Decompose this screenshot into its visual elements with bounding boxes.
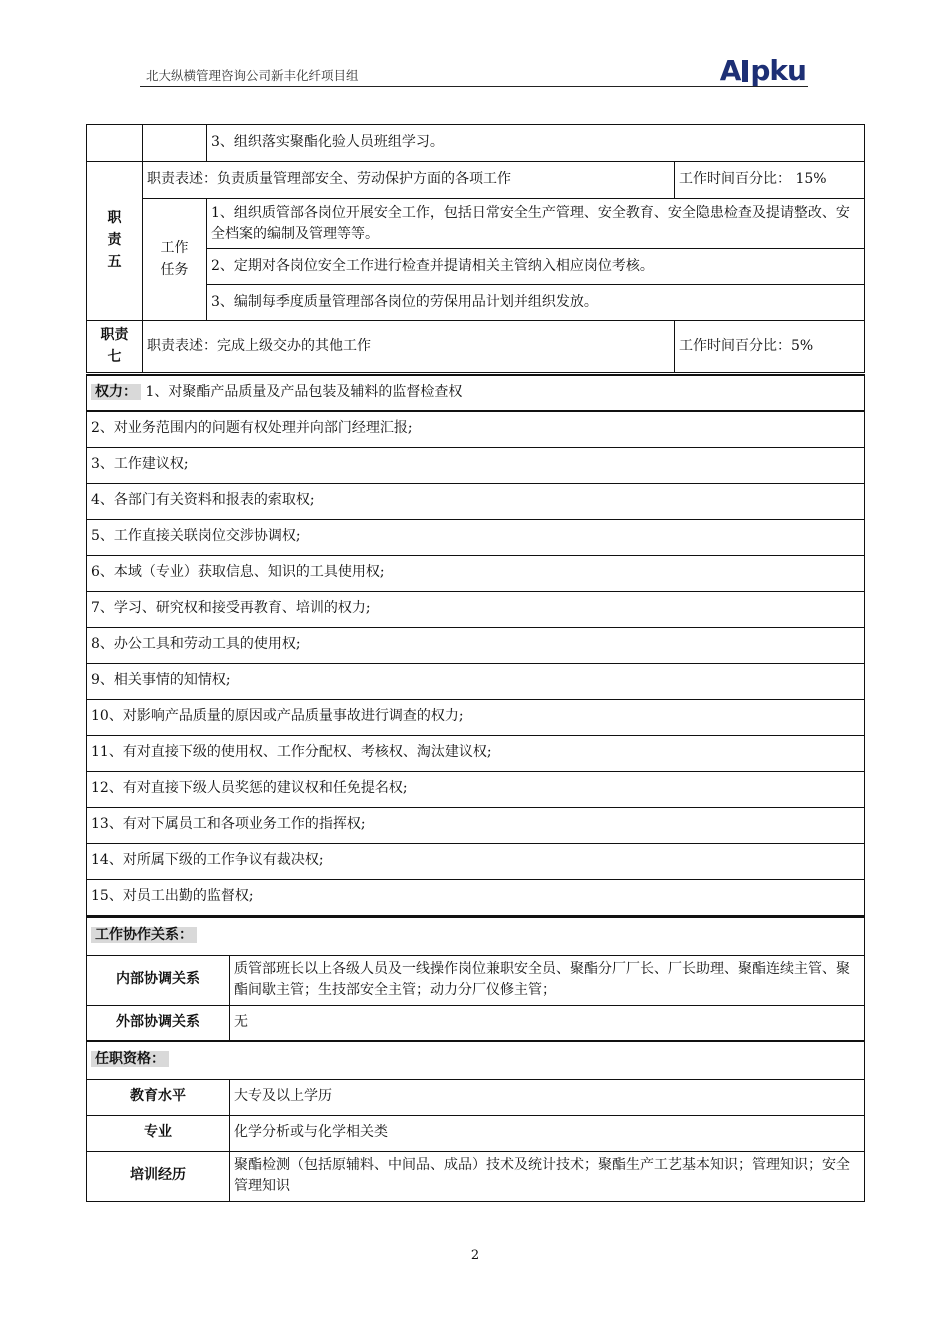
power-item: 9、相关事情的知情权; (87, 663, 865, 699)
duty7-time-pct: 工作时间百分比：5% (675, 321, 865, 373)
power-item: 15、对员工出勤的监督权; (87, 879, 865, 915)
duties-table (86, 124, 865, 373)
power-item: 2、对业务范围内的问题有权处理并向部门经理汇报; (87, 411, 865, 447)
qual-value: 化学分析或与化学相关类 (230, 1115, 865, 1151)
duty7-label-line: 职责 (100, 326, 129, 343)
power-item: 5、工作直接关联岗位交涉协调权; (87, 519, 865, 555)
cooperation-title: 工作协作关系： (91, 927, 197, 943)
task-label-line: 工作 (160, 239, 189, 256)
qual-value: 大专及以上学历 (230, 1079, 865, 1115)
power-item: 6、本域（专业）获取信息、知识的工具使用权; (87, 555, 865, 591)
qual-label: 专业 (87, 1115, 230, 1151)
company-logo (720, 54, 806, 87)
qual-label: 教育水平 (87, 1079, 230, 1115)
power-item: 12、有对直接下级人员奖惩的建议权和任免提名权; (87, 771, 865, 807)
internal-value: 质管部班长以上各级人员及一线操作岗位兼职安全员、聚酯分厂厂长、厂长助理、聚酯连续主管、聚酯间歇主管；生技部安全主管；动力分厂仪修主管； (230, 955, 865, 1005)
empty-cell (143, 125, 207, 162)
power-item: 14、对所属下级的工作争议有裁决权; (87, 843, 865, 879)
internal-label: 内部协调关系 (87, 955, 230, 1005)
duty5-label-char: 职 (107, 210, 122, 227)
logo-letter-a: A (719, 54, 741, 87)
power-item: 3、工作建议权; (87, 447, 865, 483)
duty5-time-pct: 工作时间百分比： 15% (675, 162, 865, 199)
duty7-label (87, 321, 143, 373)
powers-header (87, 375, 865, 411)
cooperation-table (86, 916, 865, 1202)
duty5-label (87, 162, 143, 321)
power-item: 13、有对下属员工和各项业务工作的指挥权; (87, 807, 865, 843)
qual-value: 聚酯检测（包括原辅料、中间品、成品）技术及统计技术；聚酯生产工艺基本知识；管理知识；安全管理知识 (230, 1151, 865, 1201)
duty5-statement: 职责表述：负责质量管理部安全、劳动保护方面的各项工作 (143, 162, 675, 199)
power-item: 8、办公工具和劳动工具的使用权; (87, 627, 865, 663)
task-label (143, 199, 207, 321)
duty5-task-2: 2、定期对各岗位安全工作进行检查并提请相关主管纳入相应岗位考核。 (207, 249, 865, 285)
power-item: 4、各部门有关资料和报表的索取权; (87, 483, 865, 519)
task-item: 3、组织落实聚酯化验人员班组学习。 (207, 125, 865, 162)
empty-cell (87, 125, 143, 162)
external-label: 外部协调关系 (87, 1005, 230, 1041)
duty5-label-char: 责 (107, 232, 122, 249)
power-item-1: 1、对聚酯产品质量及产品包装及辅料的监督检查权 (145, 384, 463, 401)
task-label-line: 任务 (160, 261, 189, 278)
powers-title: 权力： (91, 384, 141, 400)
logo-pku: pku (750, 54, 806, 87)
powers-table (86, 374, 865, 916)
external-value: 无 (230, 1005, 865, 1041)
qual-label: 培训经历 (87, 1151, 230, 1201)
power-item: 7、学习、研究权和接受再教育、培训的权力; (87, 591, 865, 627)
power-item: 11、有对直接下级的使用权、工作分配权、考核权、淘汰建议权; (87, 735, 865, 771)
org-name: 北大纵横管理咨询公司新丰化纤项目组 (146, 68, 359, 83)
power-item: 10、对影响产品质量的原因或产品质量事故进行调查的权力; (87, 699, 865, 735)
duty7-statement: 职责表述：完成上级交办的其他工作 (143, 321, 675, 373)
duty5-task-3: 3、编制每季度质量管理部各岗位的劳保用品计划并组织发放。 (207, 285, 865, 321)
qualification-header (87, 1041, 865, 1079)
duty5-task-1: 1、组织质管部各岗位开展安全工作，包括日常安全生产管理、安全教育、安全隐患检查及提请整改、安全档案的编制及管理等等。 (207, 199, 865, 249)
qualification-title: 任职资格： (91, 1051, 169, 1067)
page-header (140, 54, 808, 87)
cooperation-header (87, 917, 865, 955)
duty5-label-char: 五 (107, 253, 122, 270)
duty7-label-line: 七 (107, 348, 122, 365)
logo-bar-icon (742, 60, 748, 82)
page-number: 2 (470, 1248, 480, 1263)
